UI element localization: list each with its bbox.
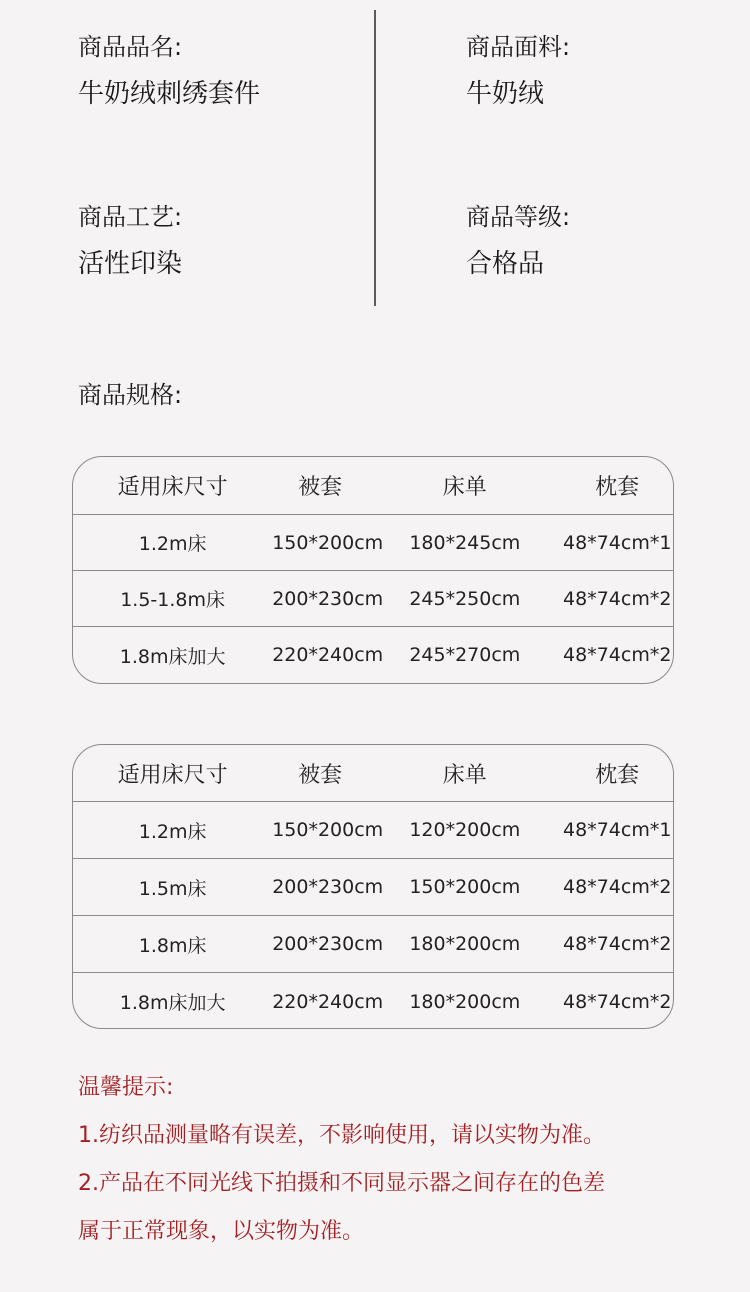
tip-line: 1.纺织品测量略有误差，不影响使用，请以实物为准。 (78, 1123, 605, 1148)
attr-value: 牛奶绒刺绣套件 (78, 79, 261, 109)
table-cell: 180*200cm (409, 990, 521, 1013)
attr-label: 商品面料: (466, 33, 571, 61)
tips-section (78, 1072, 605, 1248)
table-row (73, 973, 673, 1029)
table-cell: 1.2m床 (138, 533, 207, 555)
attr-value: 牛奶绒 (466, 79, 545, 109)
tip-line: 2.产品在不同光线下拍摄和不同显示器之间存在的色差 (78, 1171, 605, 1196)
header-cell: 被套 (298, 762, 343, 788)
product-attributes (0, 0, 750, 310)
attr-label: 商品等级: (466, 203, 571, 231)
table-header-row (73, 745, 673, 802)
table-cell: 180*200cm (409, 933, 521, 955)
attr-value: 合格品 (466, 249, 545, 279)
table-row (73, 627, 673, 683)
table-row (73, 802, 673, 859)
table-cell: 1.8m床加大 (119, 992, 226, 1014)
table-cell: 1.8m床加大 (119, 645, 226, 668)
table-cell: 1.5m床 (138, 877, 207, 900)
table-header-row (73, 457, 673, 515)
table-cell: 150*200cm (272, 531, 384, 554)
table-cell: 120*200cm (409, 819, 521, 841)
table-cell: 48*74cm*2 (563, 933, 672, 955)
table-row (73, 859, 673, 916)
table-cell: 1.5-1.8m床 (120, 589, 225, 611)
table-cell: 48*74cm*2 (563, 990, 672, 1013)
header-cell: 枕套 (595, 475, 640, 500)
table-cell: 200*230cm (272, 587, 384, 610)
table-cell: 48*74cm*1 (563, 531, 672, 554)
tips-title: 温馨提示: (78, 1075, 174, 1100)
attr-grade (466, 202, 570, 280)
header-cell: 枕套 (595, 762, 640, 788)
attr-product-name (78, 32, 260, 110)
attr-craft (78, 202, 182, 280)
attr-label: 商品品名: (78, 33, 183, 61)
table-cell: 200*230cm (272, 876, 384, 898)
attr-label: 商品工艺: (78, 203, 183, 231)
attr-fabric (466, 32, 570, 110)
table-cell: 48*74cm*2 (563, 876, 672, 898)
table-cell: 48*74cm*2 (563, 587, 672, 610)
column-divider (374, 10, 376, 306)
size-table-1 (72, 456, 674, 684)
header-cell: 适用床尺寸 (117, 762, 228, 788)
header-cell: 床单 (442, 475, 487, 500)
header-cell: 被套 (298, 475, 343, 500)
table-row (73, 571, 673, 627)
table-cell: 200*230cm (272, 933, 384, 955)
attr-value: 活性印染 (78, 249, 183, 279)
table-cell: 245*270cm (409, 644, 521, 666)
table-cell: 245*250cm (409, 587, 521, 610)
header-cell: 适用床尺寸 (117, 475, 228, 500)
table-cell: 220*240cm (272, 644, 384, 666)
table-cell: 180*245cm (409, 531, 521, 554)
table-cell: 220*240cm (272, 990, 384, 1013)
spec-title: 商品规格: (78, 381, 183, 409)
table-cell: 150*200cm (409, 876, 521, 898)
header-cell: 床单 (442, 762, 487, 788)
table-cell: 1.2m床 (138, 820, 207, 843)
table-cell: 48*74cm*2 (563, 644, 672, 666)
table-cell: 150*200cm (272, 819, 384, 841)
table-row (73, 916, 673, 973)
table-row (73, 515, 673, 571)
table-cell: 1.8m床 (138, 934, 207, 957)
table-cell: 48*74cm*1 (563, 819, 672, 841)
size-table-2 (72, 744, 674, 1029)
tip-line: 属于正常现象，以实物为准。 (78, 1219, 365, 1244)
